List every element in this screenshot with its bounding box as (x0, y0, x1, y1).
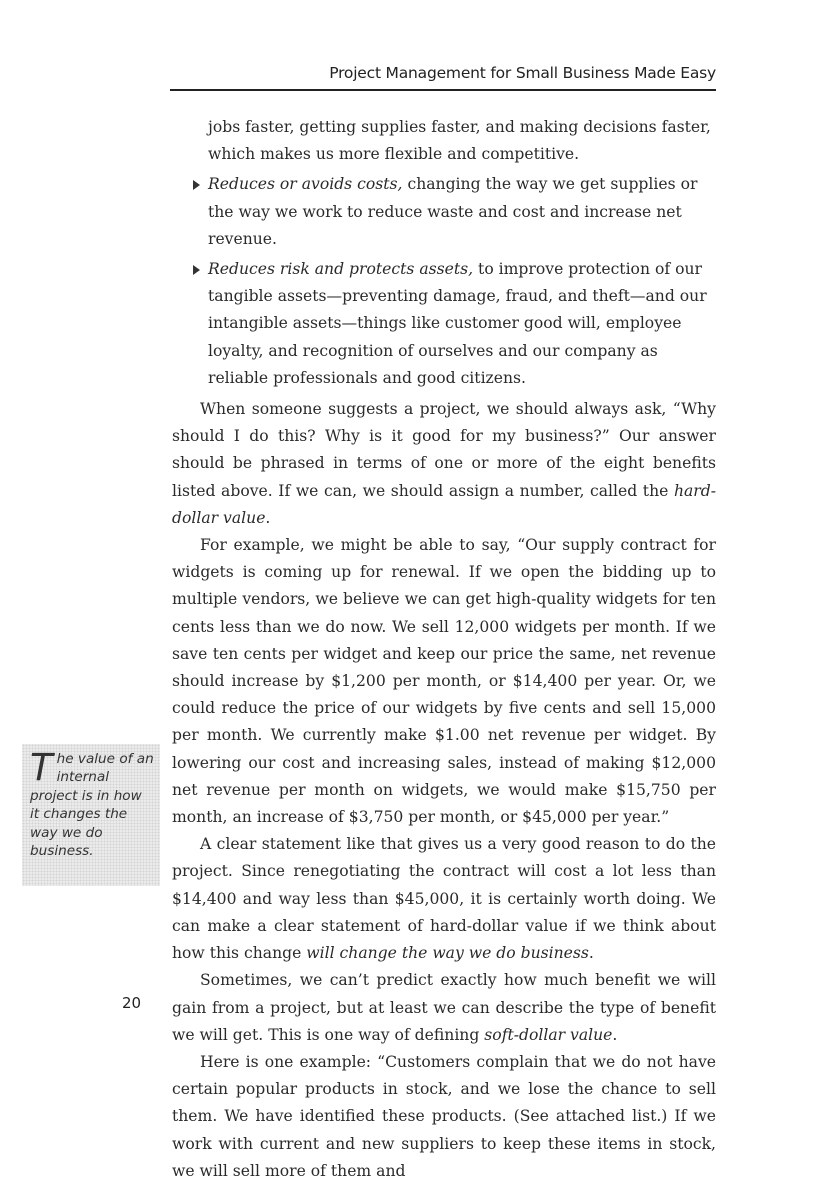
paragraph (172, 831, 716, 967)
paragraph-text: . (588, 944, 594, 963)
paragraph (172, 396, 716, 532)
sidebar-dropcap: T (30, 746, 53, 789)
bullet-text: changing the way we get supplies or the way we work to reduce waste and cost and increase net revenue. (208, 175, 698, 248)
bullet-text: to improve protection of our tangible assets—preventing damage, fraud, and theft—and our intangible assets—things like customer good will, employee loyalty, and recognition of ourselves and our company as reliable professionals and good citizens. (208, 260, 707, 387)
paragraph: For example, we might be able to say, “Our supply contract for widgets is coming up for renewal. If we open the bidding up to multiple vendors, we believe we can get high-quality widgets for ten cents less than we do now. We sell 12,000 widgets per month. If we save ten cents per widget and keep our price the same, net revenue should increase by $1,200 per month, or $14,400 per year. Or, we could reduce the price of our widgets by five cents and sell 15,000 per month. We currently make $1.00 net revenue per widget. By lowering our cost and increasing sales, instead of making $12,000 net revenue per month on widgets, we would make $15,750 per month, an increase of $3,750 per month, or $45,000 per year.” (172, 536, 716, 827)
continuation-text: jobs faster, getting supplies faster, and making decisions faster, which makes us more flexible and competitive. (208, 118, 711, 164)
paragraph (172, 967, 716, 1049)
paragraph-text: A clear statement like that gives us a very good reason to do the project. Since renegotiating the contract will cost a lot less than $14,400 and way less than $45,000, it is certainly worth doing. We can make a clear statement of hard-dollar value if we think about how this change (172, 835, 716, 963)
sidebar-callout (22, 744, 160, 886)
bullet-item (172, 171, 716, 253)
sidebar-text: he value of an internal project is in how it changes the way we do business. (30, 751, 154, 860)
paragraph-text: Sometimes, we can’t predict exactly how much benefit we will gain from a project, but at least we can describe the type of benefit we will get. This is one way of defining (172, 971, 716, 1044)
paragraph-text: . (612, 1025, 618, 1044)
term-hard-dollar-value: hard-dollar value (172, 481, 716, 527)
bullet-triangle-icon (193, 180, 200, 190)
body-text (172, 114, 716, 1185)
paragraph-text: When someone suggests a project, we should always ask, “Why should I do this? Why is it good for my business?” Our answer should be phrased in terms of one or more of the eight benefits listed above. If we can, we should assign a number, called the (172, 400, 716, 500)
running-head-title: Project Management for Small Business Made Easy (329, 64, 716, 82)
page-number: 20 (122, 994, 142, 1012)
bullet-triangle-icon (193, 265, 200, 275)
bullet-lead: Reduces risk and protects assets, (208, 260, 474, 279)
bullet-lead: Reduces or avoids costs, (208, 175, 403, 194)
term-soft-dollar-value: soft-dollar value (484, 1025, 613, 1044)
header-rule (170, 89, 716, 91)
paragraph-text: . (265, 508, 271, 527)
emphasis-phrase: will change the way we do business (306, 944, 589, 963)
bullet-item (172, 256, 716, 392)
paragraph: Here is one example: “Customers complain that we do not have certain popular products in stock, and we lose the chance to sell them. We have identified these products. (See attached list.) If we work with current and new suppliers to keep these items in stock, we will sell more of them and (172, 1052, 716, 1180)
